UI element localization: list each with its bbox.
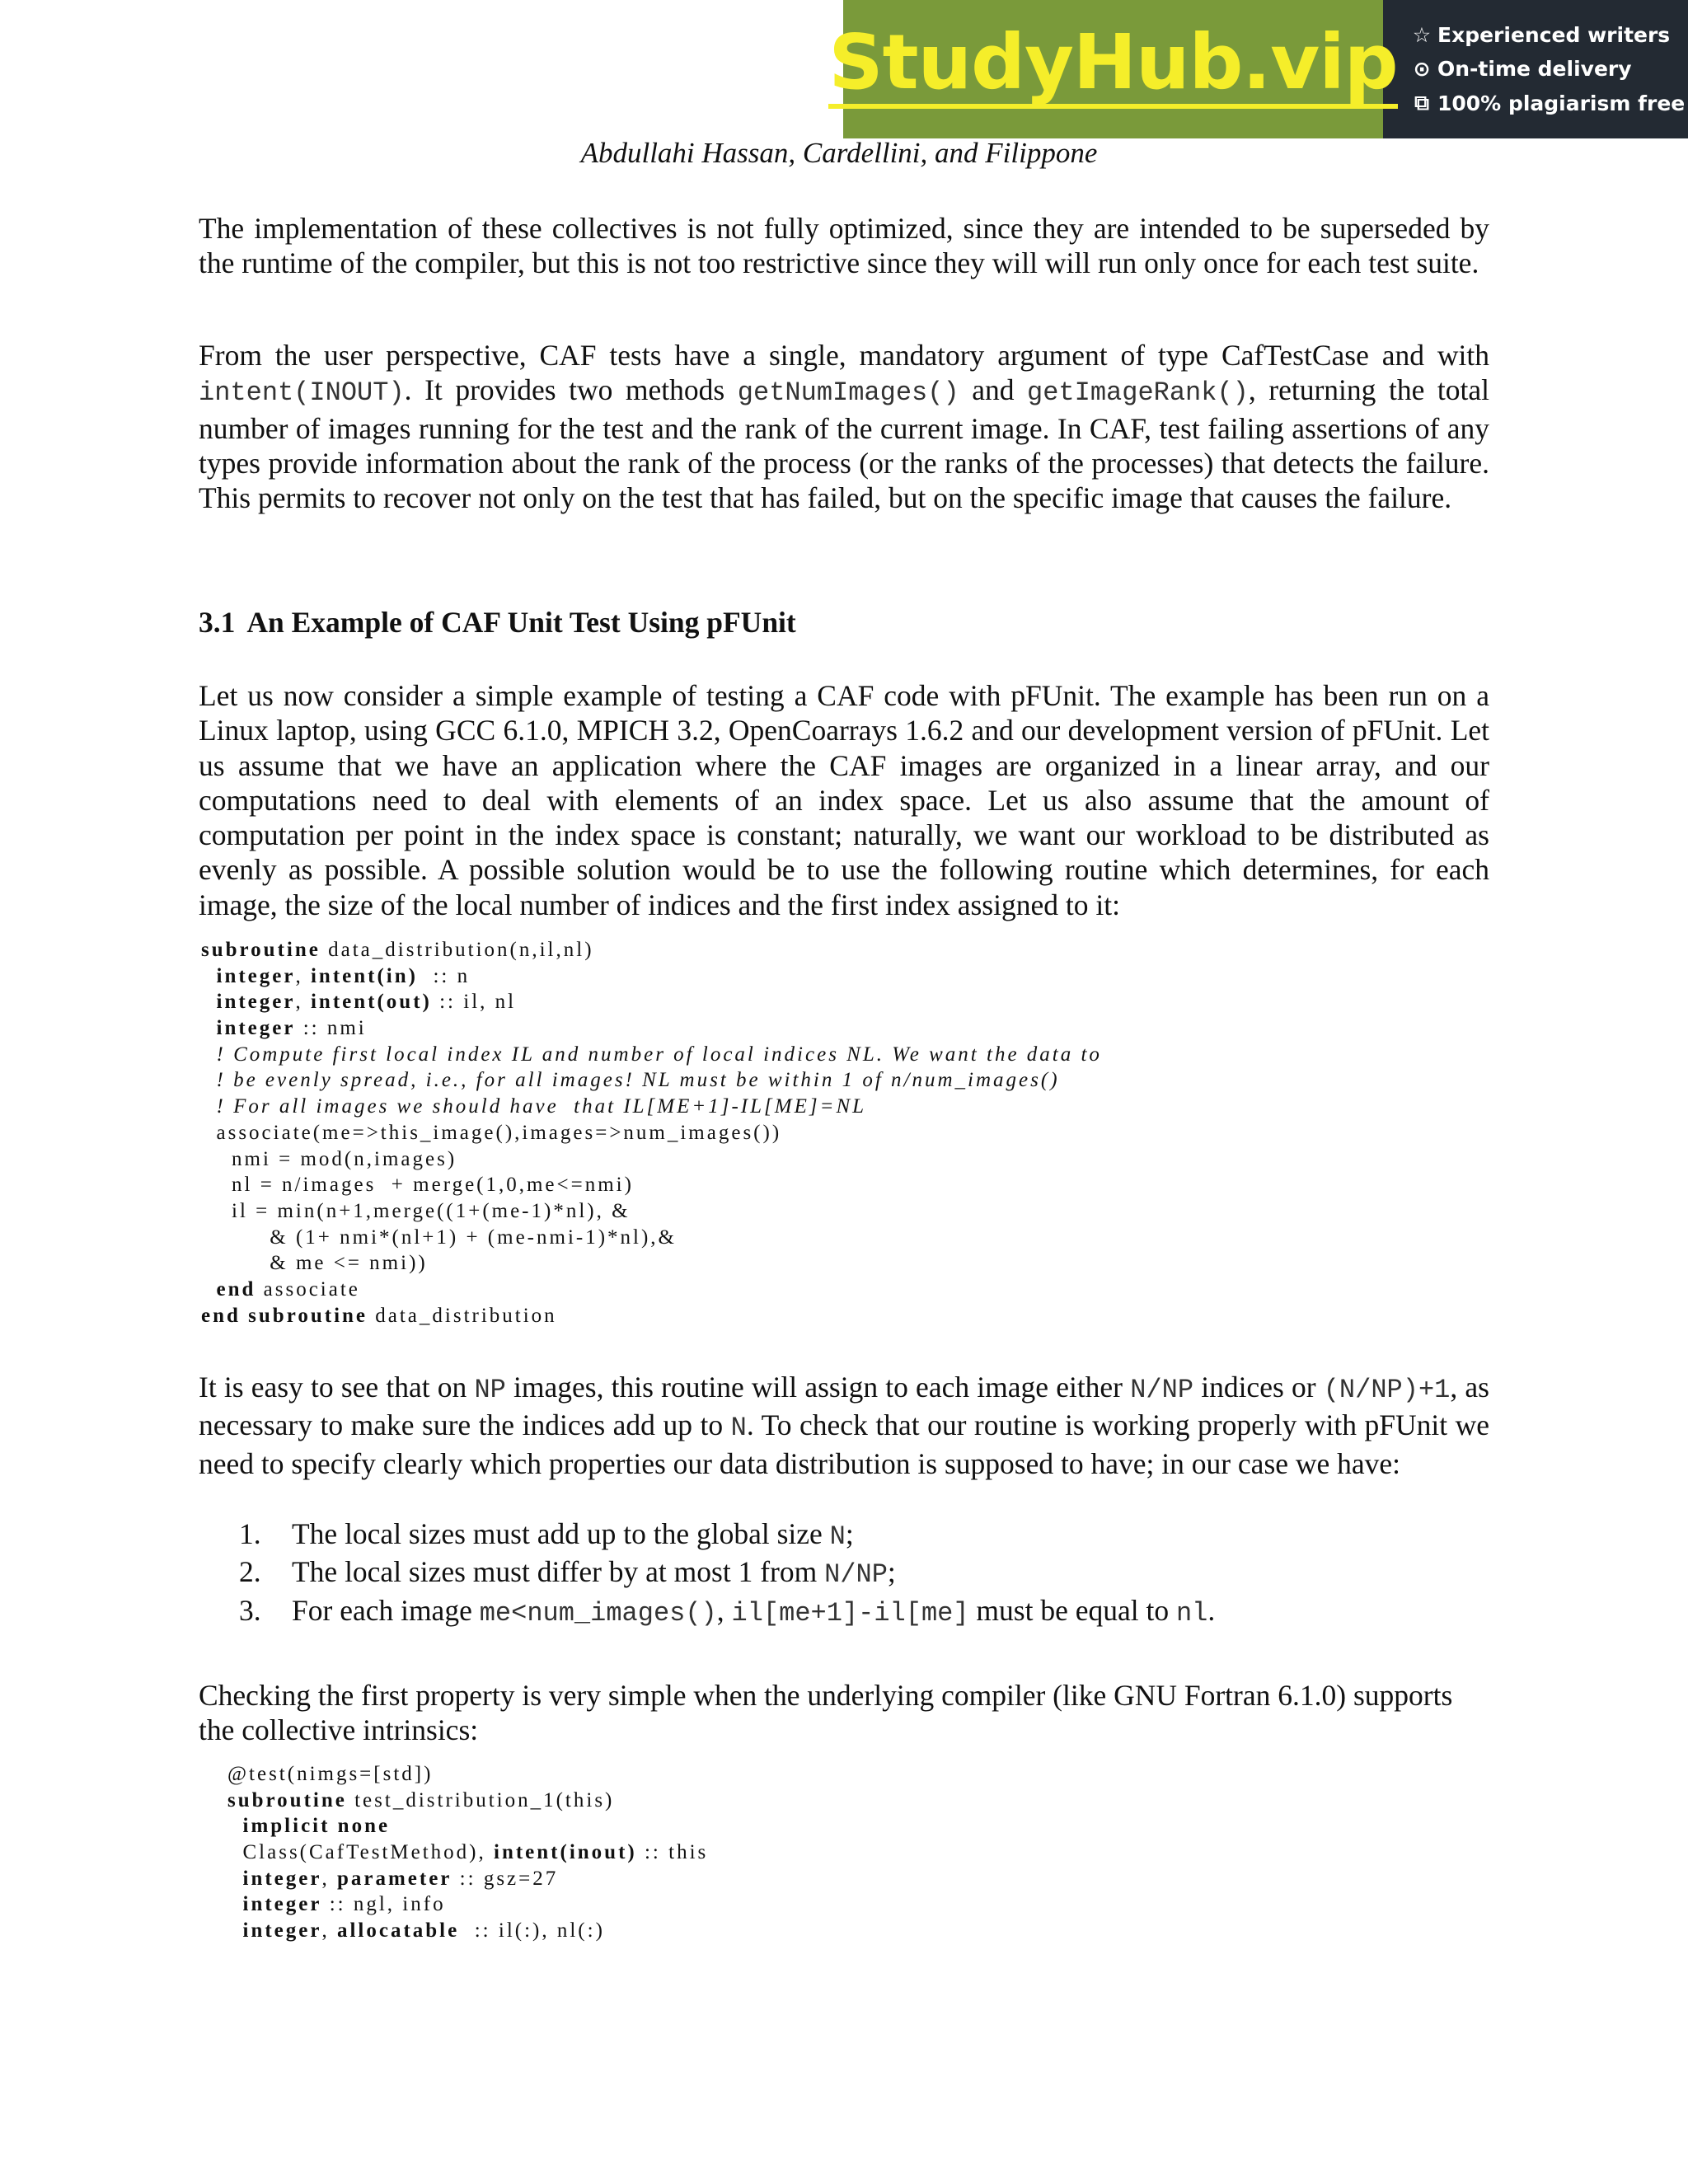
inline-code: getImageRank() xyxy=(1027,377,1249,409)
code-line: subroutine data_distribution(n,il,nl) xyxy=(201,939,594,961)
copy-icon: ⧉ xyxy=(1414,91,1429,115)
code-line: integer :: nmi xyxy=(216,1017,367,1040)
inline-code: NP xyxy=(474,1375,506,1405)
brand-logo[interactable]: StudyHub.vip xyxy=(828,23,1397,109)
running-head: Abdullahi Hassan, Cardellini, and Filippone xyxy=(580,137,1098,169)
code-line: @test(nimgs=[std]) xyxy=(227,1763,434,1785)
code-line: ! be evenly spread, i.e., for all images! NL must be within 1 of n/num_images() xyxy=(216,1069,1060,1092)
code-line: integer, intent(out) :: il, nl xyxy=(216,991,517,1014)
list-item: 1. The local sizes must add up to the global size N; xyxy=(239,1517,854,1552)
section-number: 3.1 xyxy=(199,606,236,639)
code-line: ! For all images we should have that IL[ME+1]-IL[ME]=NL xyxy=(216,1095,867,1118)
feature-label: 100% plagiarism free xyxy=(1437,91,1686,115)
clock-icon: ⊙ xyxy=(1413,57,1431,81)
inline-code: (N/NP)+1 xyxy=(1323,1375,1451,1405)
code-listing-2 xyxy=(227,1761,708,1944)
feature-label: Experienced writers xyxy=(1437,23,1671,47)
code-line: subroutine test_distribution_1(this) xyxy=(227,1788,615,1811)
brand-panel xyxy=(828,0,1398,138)
list-item: 2. The local sizes must differ by at most 1 from N/NP; xyxy=(239,1555,896,1591)
section-heading xyxy=(199,605,1489,640)
code-line: implicit none xyxy=(242,1815,391,1838)
code-line: & (1+ nmi*(nl+1) + (me-nmi-1)*nl),& xyxy=(270,1226,678,1249)
code-line: integer, intent(in) :: n xyxy=(216,964,471,987)
code-line: ! Compute first local index IL and number of local indices NL. We want the data to xyxy=(216,1043,1102,1066)
code-line: integer, allocatable :: il(:), nl(:) xyxy=(242,1919,605,1943)
code-line: Class(CafTestMethod), intent(inout) :: this xyxy=(242,1841,709,1864)
paragraph-3: Let us now consider a simple example of testing a CAF code with pFUnit. The example has been run on a Linux laptop, using GCC 6.1.0, MPICH 3.2, OpenCoarrays 1.6.2 and our development version of pFUnit. Let us assume that we have an application where the CAF images are organized in a linear array, and our computations need to deal with elements of an index space. Let us also assume that the amount of computation per point in the index space is constant; naturally, we want our workload to be distributed as evenly as possible. A possible solution would be to use the following routine which determines, for each image, the size of the local number of indices and the first index assigned to it: xyxy=(199,679,1489,921)
code-line: il = min(n+1,merge((1+(me-1)*nl), & xyxy=(232,1199,631,1222)
list-item: 3. For each image me<num_images(), il[me+1]-il[me] must be equal to nl. xyxy=(239,1593,1216,1629)
paragraph-2: From the user perspective, CAF tests have a single, mandatory argument of type CafTestCase and with intent(INOUT). It provides two methods getNumImages() and getImageRank(), returning the total number of images running for the test and the rank of the current image. In CAF, test failing assertions of any types provide information about the rank of the process (or the ranks of the processes) that detects the failure. This permits to recover not only on the test that has failed, but on the specific image that causes the failure. xyxy=(199,339,1489,515)
code-line: nmi = mod(n,images) xyxy=(232,1147,457,1170)
feature-label: On-time delivery xyxy=(1437,57,1632,81)
code-line: & me <= nmi)) xyxy=(270,1252,428,1275)
inline-code: intent(INOUT) xyxy=(199,377,405,409)
advertisement-banner[interactable] xyxy=(828,0,1688,138)
inline-code: N xyxy=(730,1413,747,1444)
feature-list xyxy=(1383,0,1688,138)
paragraph-1: The implementation of these collectives is not fully optimized, since they are intended to be superseded by the runtime of the compiler, but this is not too restrictive since they will will run only once for each test suite. xyxy=(199,212,1489,280)
paragraph-5: Checking the first property is very simple when the underlying compiler (like GNU Fortran 6.1.0) supports the collective intrinsics: xyxy=(199,1679,1453,1747)
code-line: associate(me=>this_image(),images=>num_images()) xyxy=(216,1121,782,1144)
code-line: end associate xyxy=(216,1277,360,1301)
property-list xyxy=(239,1516,1215,1631)
code-line: integer, parameter :: gsz=27 xyxy=(242,1867,559,1890)
feature-item xyxy=(1411,23,1688,47)
paragraph-4: It is easy to see that on NP images, this routine will assign to each image either N/NP indices or (N/NP)+1, as necessary to make sure the indices add up to N. To check that our routine is working properly with pFUnit we need to specify clearly which properties our data distribution is supposed to have; in our case we have: xyxy=(199,1371,1489,1480)
code-line: nl = n/images + merge(1,0,me<=nmi) xyxy=(232,1174,634,1197)
inline-code: N/NP xyxy=(1130,1375,1194,1405)
section-title: An Example of CAF Unit Test Using pFUnit xyxy=(246,606,796,639)
code-line: end subroutine data_distribution xyxy=(201,1304,557,1327)
feature-item xyxy=(1411,57,1688,81)
code-listing-1 xyxy=(201,937,1102,1329)
inline-code: getNumImages() xyxy=(737,377,959,409)
star-icon: ☆ xyxy=(1412,23,1432,47)
feature-item xyxy=(1411,91,1688,115)
code-line: integer :: ngl, info xyxy=(242,1893,446,1916)
